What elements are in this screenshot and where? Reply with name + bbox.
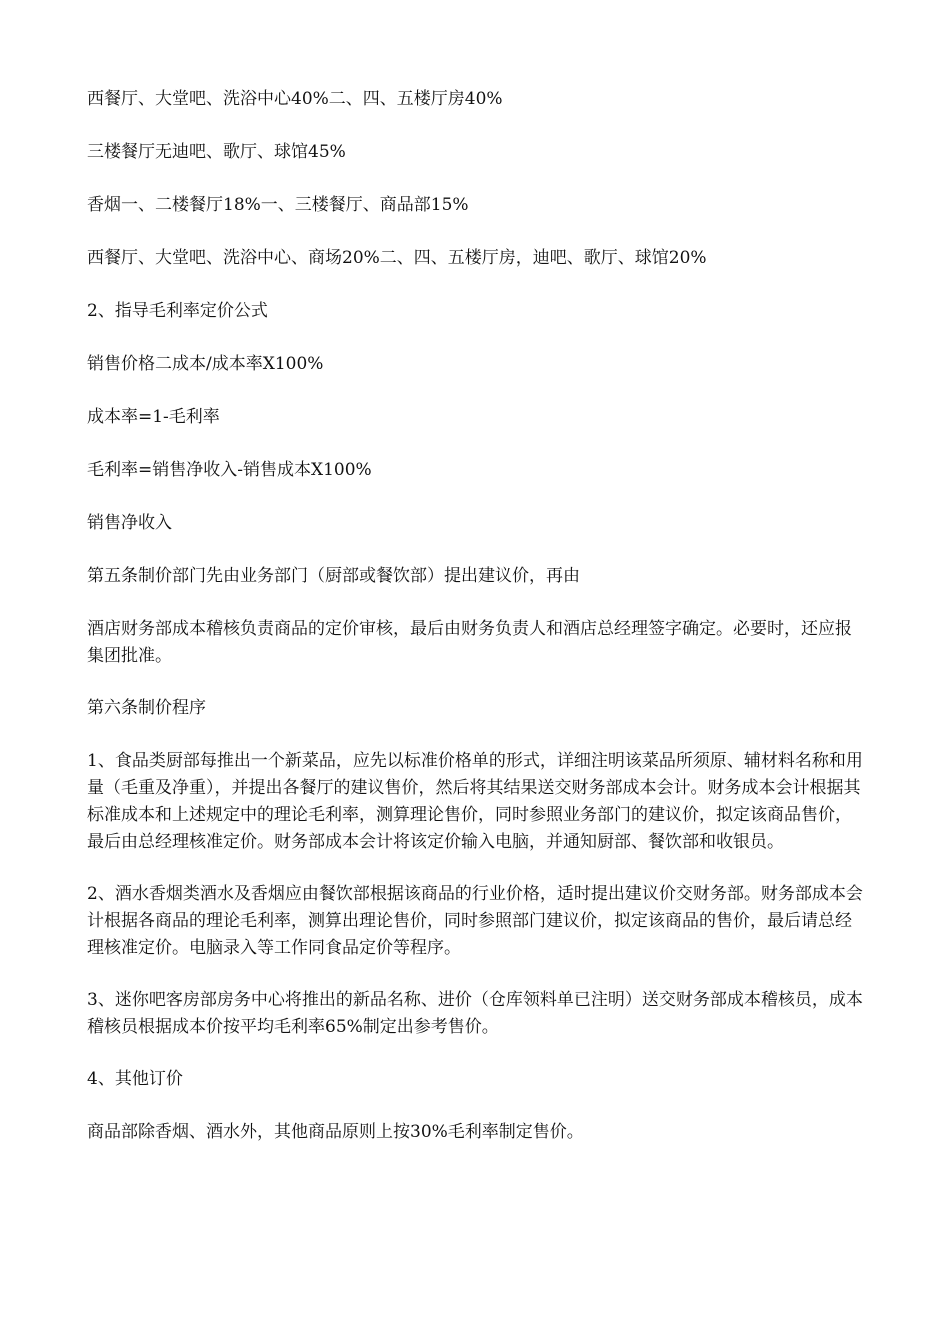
paragraph-pricing-rates-2: 三楼餐厅无迪吧、歌厅、球馆45%: [87, 142, 346, 162]
paragraph-cigarette-rates-1: 香烟一、二楼餐厅18%一、三楼餐厅、商品部15%: [87, 195, 469, 215]
formula-cost-rate: 成本率=1-毛利率: [87, 407, 220, 427]
procedure-other-heading: 4、其他订价: [87, 1069, 183, 1089]
article-6-heading: 第六条制价程序: [87, 698, 206, 718]
section-heading-formula: 2、指导毛利率定价公式: [87, 301, 268, 321]
procedure-minibar: 3、迷你吧客房部房务中心将推出的新品名称、进价（仓库领料单已注明）送交财务部成本稽核员，成本稽核员根据成本价按平均毛利率65%制定出参考售价。: [87, 990, 863, 1037]
formula-sales-price: 销售价格二成本/成本率X100%: [87, 354, 324, 374]
article-5-intro: 第五条制价部门先由业务部门（厨部或餐饮部）提出建议价，再由: [87, 566, 580, 586]
formula-gross-margin: 毛利率=销售净收入-销售成本X100%: [87, 460, 372, 480]
procedure-food: 1、食品类厨部每推出一个新菜品，应先以标准价格单的形式，详细注明该菜品所须原、辅材料名称和用量（毛重及净重），并提出各餐厅的建议售价，然后将其结果送交财务部成本会计。财务成本会计根据其标准成本和上述规定中的理论毛利率，测算理论售价，同时参照业务部门的建议价，拟定该商品售价，最后由总经理核准定价。财务部成本会计将该定价输入电脑，并通知厨部、餐饮部和收银员。: [87, 751, 863, 852]
formula-net-revenue: 销售净收入: [87, 513, 172, 533]
procedure-other-body: 商品部除香烟、酒水外，其他商品原则上按30%毛利率制定售价。: [87, 1122, 584, 1142]
document-body: [87, 86, 867, 1172]
procedure-drinks-cigarettes: 2、酒水香烟类酒水及香烟应由餐饮部根据该商品的行业价格，适时提出建议价交财务部。财务部成本会计根据各商品的理论毛利率，测算出理论售价，同时参照部门建议价，拟定该商品的售价，最后请总经理核准定价。电脑录入等工作同食品定价等程序。: [87, 884, 863, 958]
paragraph-cigarette-rates-2: 西餐厅、大堂吧、洗浴中心、商场20%二、四、五楼厅房，迪吧、歌厅、球馆20%: [87, 248, 707, 268]
article-5-body: 酒店财务部成本稽核负责商品的定价审核，最后由财务负责人和酒店总经理签字确定。必要时，还应报集团批准。: [87, 619, 852, 666]
paragraph-pricing-rates-1: 西餐厅、大堂吧、洗浴中心40%二、四、五楼厅房40%: [87, 89, 503, 109]
